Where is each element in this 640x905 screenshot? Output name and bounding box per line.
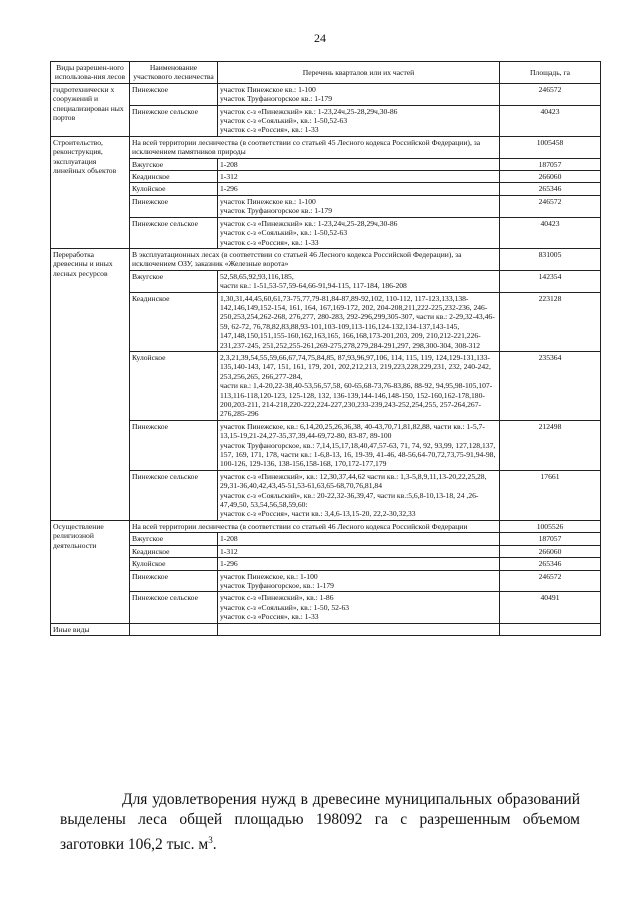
- header-quarters: Перечень кварталов или их частей: [218, 62, 500, 84]
- area-cell: 265346: [500, 183, 601, 195]
- header-area: Площадь, га: [500, 62, 601, 84]
- quarters-line: 2,3,21,39,54,55,59,66,67,74,75,84,85, 87,93,96,97,106, 114, 115, 119, 124,129-131,133-135,140-143, 147, 151, 161, 179, 201, 202,212,213, 219,223,228,229,231, 232, 240-242, 253,256,265, 266,277-284,: [220, 352, 491, 381]
- quarters-line: участок Труфаногорское, кв.: 1-179: [220, 580, 334, 590]
- quarters-cell: [218, 558, 500, 570]
- footer-paragraph: [60, 790, 580, 855]
- quarters-cell: [218, 420, 500, 470]
- quarters-line: 52,58,65,92,93,116,185,: [220, 271, 294, 281]
- district-cell: Пинежское сельское: [130, 470, 218, 520]
- quarters-cell: [218, 592, 500, 623]
- district-cell: Пинежское сельское: [130, 105, 218, 136]
- quarters-line: участок с-з «Соялький», кв.: 1-50, 52-63: [220, 602, 350, 612]
- quarters-cell: [218, 183, 500, 195]
- quarters-line: участок Труфаногорское кв.: 1-179: [220, 94, 333, 104]
- quarters-line: 1-296: [220, 559, 238, 569]
- table-row: [51, 558, 601, 570]
- quarters-line: участок с-з «Пинежский», кв.: 12,30,37,44,62 части кв.: 1,3-5,8,9,11,13-20,22,25,28, 29,31-36,40,42,43,45-51,53-61,63,65-68,70,76,81,84: [220, 471, 487, 491]
- quarters-line: участок с-з «Сояльский», кв.: 20-22,32-36,39,47, части кв.:5,6,8-10,13-18, 24 ,26-47,49,50, 53,54,56,58,59,60:: [220, 490, 479, 510]
- district-cell: Вжугское: [130, 533, 218, 545]
- quarters-cell: [218, 545, 500, 557]
- table-body: [51, 83, 601, 635]
- area-cell: 40491: [500, 592, 601, 623]
- district-cell: Пинежское сельское: [130, 217, 218, 248]
- quarters-line: участок с-з «Пинежский» кв.: 1-23,24ч,25-28,29ч,30-86: [220, 106, 398, 116]
- quarters-line: 1-208: [220, 159, 238, 169]
- quarters-line: участок с-з «Пинежский», кв.: 1-86: [220, 593, 334, 603]
- use-type-cell: Строительство, реконструкция, эксплуатация линейных объектов: [51, 136, 130, 248]
- use-type-cell: гидротехнически х сооружений и специализирован ных портов: [51, 83, 130, 136]
- area-cell: 187057: [500, 158, 601, 170]
- quarters-cell: [218, 158, 500, 170]
- quarters-line: участок с-з «Соялький», кв.: 1-50,52-63: [220, 116, 348, 126]
- area-cell: 246572: [500, 195, 601, 217]
- district-cell: Кулойское: [130, 183, 218, 195]
- quarters-line: 1,30,31,44,45,60,61,73-75,77,79-81,84-87,89-92,102, 110-112, 117-123,133,138-142,146,149,152-154, 161, 164, 167,169-172, 202, 204-208,211,222-225,232-236, 246-250,253,254,262-268, 276,277, 280-283, 292-296,299,305-307, части кв.: 2-29,32-43,46-59, 62-72, 76,78,82,83,88,93-101,103-109,113-116,124-132,134-137,143-145, 147,148,150,151,155-160,162,163,165, 166,168,173-201,203, 209, 210,212-221,226-231,237-245, 251,252,255-261,269-275,278,279,284-291,297, 298,300-304, 308-312: [220, 293, 495, 350]
- use-type-cell: Иные виды: [51, 623, 130, 635]
- district-cell: [130, 623, 218, 635]
- use-type-cell: Осуществление религиозной деятельности: [51, 520, 130, 623]
- quarters-line: участок Пинежское кв.: 1-100: [220, 196, 316, 206]
- forest-use-table: [50, 61, 601, 636]
- district-cell: Вжугское: [130, 158, 218, 170]
- area-cell: 246572: [500, 570, 601, 592]
- footer-text: Для удовлетворения нужд в древесине муниципальных образований выделены леса общей площадью 198092 га с разрешенным объемом заготовки 106,2 тыс. м: [60, 791, 580, 854]
- table-row: [51, 195, 601, 217]
- quarters-line: части кв.: 1-51,53-57,59-64,66-91,94-115, 117-184, 186-208: [220, 281, 407, 291]
- quarters-line: части кв.: 1,4-20,22-38,40-53,56,57,58, 60-65,68-73,76-83,86, 88-92, 94,95,98-105,107-113,116-118,120-123, 125-128, 132, 136-139,144-146,148-150, 152-160,162-178,180-200,203-211, 214-218,220-222,224-227,230,233-239,243-252,254,255, 257-264,267-276,285-296: [220, 381, 493, 419]
- table-row: [51, 470, 601, 520]
- district-cell: Пинежское сельское: [130, 592, 218, 623]
- area-cell: 246572: [500, 83, 601, 105]
- territory-note-cell: На всей территории лесничества (в соответствии со статьей 45 Лесного кодекса Российской Федерации), за исключением памятников природы: [130, 136, 500, 158]
- area-cell: 1005458: [500, 136, 601, 158]
- area-cell: 17661: [500, 470, 601, 520]
- territory-note-cell: На всей территории лесничества (в соответствии со статьей 46 Лесного кодекса Российской Федерации: [130, 520, 500, 532]
- area-cell: 235364: [500, 351, 601, 420]
- quarters-line: 1-312: [220, 546, 238, 556]
- quarters-cell: [218, 570, 500, 592]
- district-cell: Пинежское: [130, 420, 218, 470]
- quarters-cell: [218, 195, 500, 217]
- table-row: [51, 171, 601, 183]
- district-cell: Кулойское: [130, 351, 218, 420]
- quarters-line: участок с-з «Россия», кв.: 1-33: [220, 125, 319, 135]
- table-row: [51, 592, 601, 623]
- table-row: [51, 292, 601, 351]
- quarters-line: участок Труфаногорское, кв.: 7,14,15,17,18,40,47,57-63, 71, 74, 92, 93,99, 127,128,137, 157, 169, 171, 178, части кв.: 1-6,8-13, 16, 19-39, 41-46, 48-56,64-70,72,73,75-91,94-98, 100-126, 129-136, 138-156,158-168, 170,172-177,179: [220, 440, 496, 469]
- footer-superscript: 3: [208, 835, 213, 845]
- quarters-line: участок с-з «Соялький», кв.: 1-50,52-63: [220, 228, 348, 238]
- table-row: [51, 623, 601, 635]
- territory-note-cell: В эксплуатационных лесах (в соответствии со статьей 46 Лесного кодекса Российской Федерации), за исключением ОЗУ, заказник «Железные ворота»: [130, 248, 500, 270]
- district-cell: Пинежское: [130, 83, 218, 105]
- district-cell: Кеадинское: [130, 545, 218, 557]
- table-row: [51, 270, 601, 292]
- area-cell: 187057: [500, 533, 601, 545]
- table-row: [51, 351, 601, 420]
- area-cell: 40423: [500, 105, 601, 136]
- quarters-line: 1-208: [220, 534, 238, 544]
- quarters-line: участок с-з «Россия», кв.: 1-33: [220, 612, 319, 622]
- quarters-line: участок с-з «Пинежский» кв.: 1-23,24ч,25-28,29ч,30-86: [220, 218, 398, 228]
- area-cell: 40423: [500, 217, 601, 248]
- area-cell: 142354: [500, 270, 601, 292]
- quarters-cell: [218, 171, 500, 183]
- table-row: [51, 570, 601, 592]
- header-use-type: Виды разрешен-ного использова-ния лесов: [51, 62, 130, 84]
- table-row: [51, 248, 601, 270]
- quarters-cell: [218, 105, 500, 136]
- quarters-cell: [218, 217, 500, 248]
- quarters-line: 1-312: [220, 172, 238, 182]
- table-row: [51, 136, 601, 158]
- area-cell: 831005: [500, 248, 601, 270]
- area-cell: 1005526: [500, 520, 601, 532]
- page-number: 24: [314, 31, 326, 45]
- table-row: [51, 105, 601, 136]
- footer-end: .: [212, 836, 217, 854]
- quarters-line: участок Труфаногорское кв.: 1-179: [220, 206, 333, 216]
- area-cell: [500, 623, 601, 635]
- quarters-line: 1-296: [220, 184, 238, 194]
- district-cell: Кеадинское: [130, 292, 218, 351]
- quarters-line: участок с-з «Россия», части кв.: 3,4,6-13,15-20, 22,2-30,32,33: [220, 509, 416, 519]
- table-row: [51, 420, 601, 470]
- table-row: [51, 217, 601, 248]
- quarters-line: участок с-з «Россия», кв.: 1-33: [220, 237, 319, 247]
- quarters-cell: [218, 83, 500, 105]
- quarters-cell: [218, 533, 500, 545]
- area-cell: 223128: [500, 292, 601, 351]
- quarters-line: участок Пинежское, кв.: 6,14,20,25,26,36,38, 40-43,70,71,81,82,88, части кв.: 1-5,7-13,15-19,21-24,27-35,37,39,44-69,72-80, 83-87, 89-100: [220, 421, 485, 441]
- use-type-cell: Переработка древесины и иных лесных ресурсов: [51, 248, 130, 520]
- table-header-row: [51, 62, 601, 84]
- header-district: Наименование участкового лесничества: [130, 62, 218, 84]
- district-cell: Пинежское: [130, 195, 218, 217]
- table-row: [51, 533, 601, 545]
- quarters-cell: [218, 351, 500, 420]
- district-cell: Вжугское: [130, 270, 218, 292]
- table-row: [51, 545, 601, 557]
- table-row: [51, 520, 601, 532]
- quarters-cell: [218, 470, 500, 520]
- area-cell: 266060: [500, 545, 601, 557]
- area-cell: 212498: [500, 420, 601, 470]
- table-row: [51, 83, 601, 105]
- quarters-cell: [218, 270, 500, 292]
- quarters-line: участок Пинежское кв.: 1-100: [220, 84, 316, 94]
- district-cell: Пинежское: [130, 570, 218, 592]
- area-cell: 266060: [500, 171, 601, 183]
- district-cell: Кулойское: [130, 558, 218, 570]
- quarters-line: участок Пинежское, кв.: 1-100: [220, 571, 318, 581]
- quarters-cell: [218, 292, 500, 351]
- table-row: [51, 158, 601, 170]
- table-row: [51, 183, 601, 195]
- area-cell: 265346: [500, 558, 601, 570]
- district-cell: Кеадинское: [130, 171, 218, 183]
- quarters-cell: [218, 623, 500, 635]
